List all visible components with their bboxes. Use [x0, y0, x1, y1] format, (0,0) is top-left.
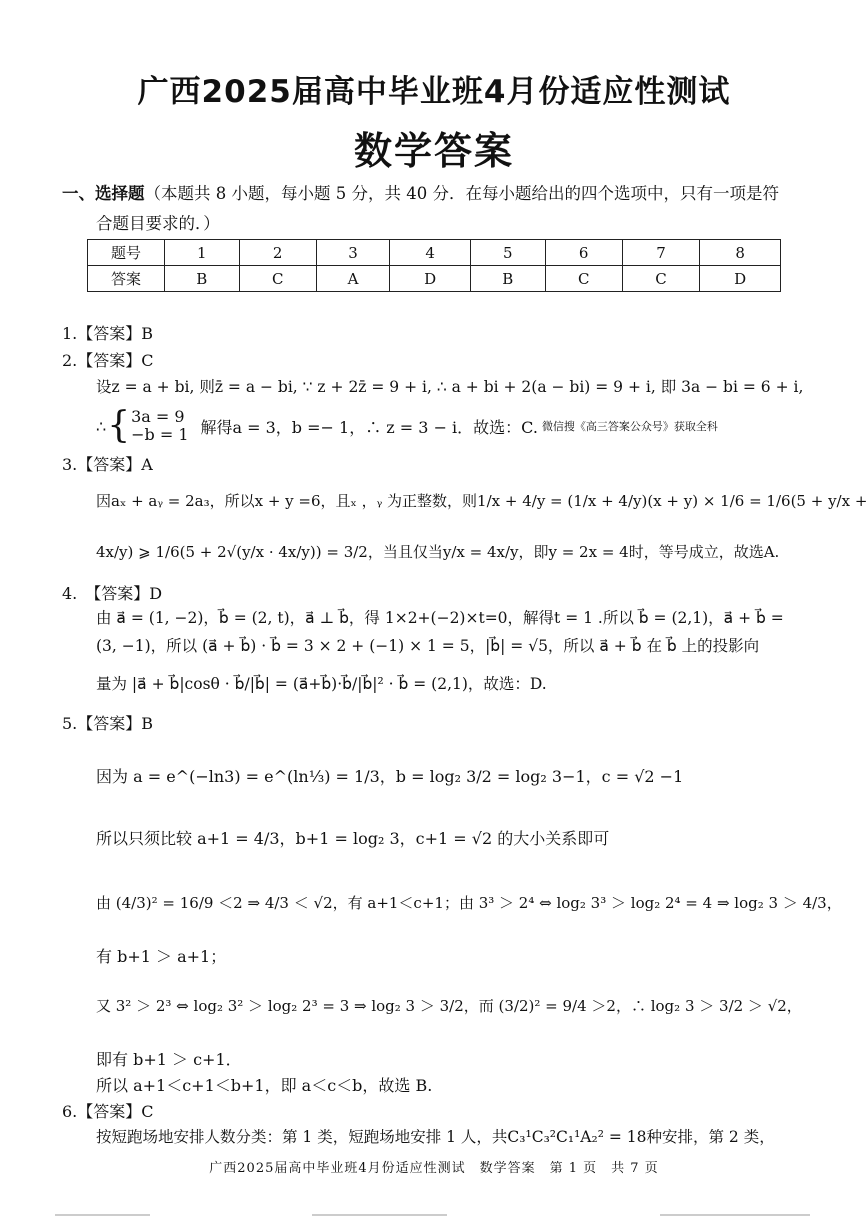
- table-cell: 1: [165, 240, 240, 266]
- table-cell: 5: [470, 240, 545, 266]
- equation-system: [131, 408, 188, 444]
- q5-answer-heading: 5.【答案】B: [62, 714, 154, 733]
- q4-answer-heading: 4. 【答案】D: [62, 584, 163, 603]
- table-cell: D: [390, 266, 471, 292]
- table-cell: D: [700, 266, 781, 292]
- page-title: 广西2025届高中毕业班4月份适应性测试: [137, 74, 731, 110]
- bottom-divider: [660, 1214, 810, 1216]
- table-cell: B: [470, 266, 545, 292]
- bottom-divider: [55, 1214, 150, 1216]
- table-header-cell: 答案: [88, 266, 165, 292]
- table-header-cell: 题号: [88, 240, 165, 266]
- section-label: 一、选择题: [62, 184, 145, 203]
- table-cell: C: [545, 266, 622, 292]
- table-row: [88, 240, 781, 266]
- table-cell: 7: [622, 240, 699, 266]
- q5-line2: 所以只须比较 a+1 = 4/3，b+1 = log₂ 3，c+1 = √2 的大小关系即可: [96, 829, 610, 848]
- table-cell: 4: [390, 240, 471, 266]
- q2-line1: 设z = a + bi, 则z̄ = a − bi, ∵ z + 2z̄ = 9 + i, ∴ a + bi + 2(a − bi) = 9 + i, 即 3a − bi = 6 + i,: [96, 378, 804, 396]
- q4-line1: 由 a⃗ = (1, −2)，b⃗ = (2, t)，a⃗ ⊥ b⃗，得 1×2+(−2)×t=0，解得t = 1 .所以 b⃗ = (2,1)，a⃗ + b⃗ =: [96, 609, 784, 627]
- section-desc-line2: 合题目要求的．）: [96, 214, 220, 233]
- q6-line1: 按短跑场地安排人数分类：第 1 类，短跑场地安排 1 人，共C₃¹C₃²C₁¹A₂² = 18种安排，第 2 类，: [96, 1128, 775, 1146]
- equation-2: −b = 1: [131, 425, 189, 444]
- q1-answer-heading: 1.【答案】B: [62, 324, 154, 343]
- q4-line2: (3, −1)，所以 (a⃗ + b⃗) · b⃗ = 3 × 2 + (−1) × 1 = 5，|b⃗| = √5，所以 a⃗ + b⃗ 在 b⃗ 上的投影向: [96, 637, 760, 655]
- q5-line3: 由 (4/3)² = 16/9 ＜2 ⇒ 4/3 ＜ √2，有 a+1＜c+1；由 3³ ＞ 2⁴ ⇔ log₂ 3³ ＞ log₂ 2⁴ = 4 ⇒ log₂ 3 ＞ 4/3，: [96, 894, 842, 912]
- q4-line3: 量为 |a⃗ + b⃗|cosθ · b⃗/|b⃗| = (a⃗+b⃗)·b⃗/|b⃗|² · b⃗ = (2,1)，故选：D.: [96, 675, 547, 693]
- q5-line5: 又 3² ＞ 2³ ⇔ log₂ 3² ＞ log₂ 2³ = 3 ⇒ log₂ 3 ＞ 3/2，而 (3/2)² = 9/4 ＞2，∴ log₂ 3 ＞ 3/2 ＞ √2，: [96, 997, 802, 1015]
- answer-table: [87, 239, 781, 292]
- section-desc-line1: （本题共 8 小题，每小题 5 分，共 40 分．在每小题给出的四个选项中，只有一项是符: [144, 184, 779, 203]
- table-cell: 2: [239, 240, 316, 266]
- q5-line6: 即有 b+1 ＞ c+1．: [96, 1050, 242, 1069]
- q3-line1: 因aₓ + aᵧ = 2a₃，所以x + y =6，且ₓ ，ᵧ 为正整数，则1/x + 4/y = (1/x + 4/y)(x + y) × 1/6 = 1/6(5 + y/x +: [96, 492, 868, 510]
- table-cell: 6: [545, 240, 622, 266]
- q2-solution-text: 解得a = 3，b =− 1，∴ z = 3 − i．故选：C.: [200, 417, 538, 437]
- q3-line2: 4x/y) ⩾ 1/6(5 + 2√(y/x · 4x/y)) = 3/2，当且仅当y/x = 4x/y，即y = 2x = 4时，等号成立，故选A.: [96, 543, 780, 561]
- therefore-symbol: ∴: [96, 416, 107, 436]
- table-cell: 8: [700, 240, 781, 266]
- q2-answer-heading: 2.【答案】C: [62, 351, 154, 370]
- q5-line7: 所以 a+1＜c+1＜b+1，即 a＜c＜b，故选 B.: [96, 1076, 433, 1095]
- q6-answer-heading: 6.【答案】C: [62, 1102, 154, 1121]
- brace-icon: {: [107, 405, 131, 446]
- q2-line2: [96, 405, 718, 446]
- page-footer: 广西2025届高中毕业班4月份适应性测试 数学答案 第 1 页 共 7 页: [209, 1161, 659, 1176]
- q3-answer-heading: 3.【答案】A: [62, 455, 153, 474]
- q5-line4: 有 b+1 ＞ a+1；: [96, 947, 227, 966]
- section-heading: [62, 180, 779, 204]
- q5-line1: 因为 a = e^(−ln3) = e^(ln⅓) = 1/3，b = log₂ 3/2 = log₂ 3−1，c = √2 −1: [96, 767, 684, 786]
- table-row: [88, 266, 781, 292]
- table-cell: C: [622, 266, 699, 292]
- table-cell: C: [239, 266, 316, 292]
- table-cell: A: [316, 266, 389, 292]
- page-subtitle: 数学答案: [353, 129, 514, 173]
- table-cell: B: [165, 266, 240, 292]
- table-cell: 3: [316, 240, 389, 266]
- bottom-divider: [312, 1214, 447, 1216]
- equation-1: 3a = 9: [131, 407, 185, 426]
- q2-watermark-note: 微信搜《高三答案公众号》获取全科: [541, 420, 718, 433]
